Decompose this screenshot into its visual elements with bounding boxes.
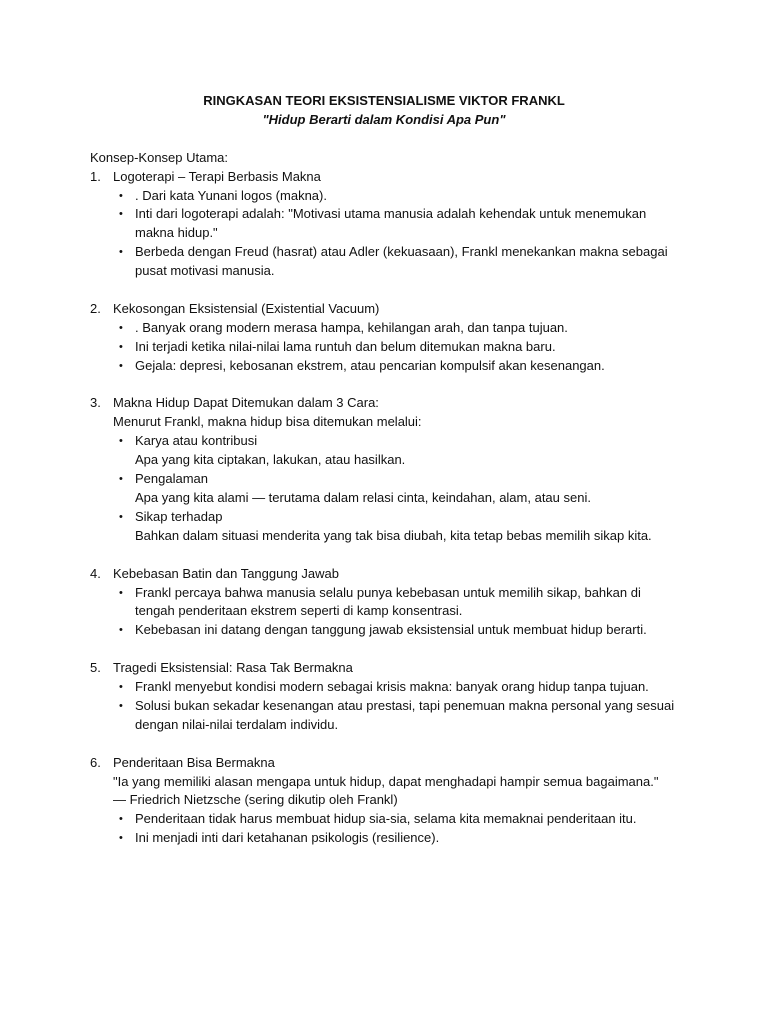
section-heading: Penderitaan Bisa Bermakna xyxy=(113,754,275,770)
bullet-line: Apa yang kita ciptakan, lakukan, atau hasilkan. xyxy=(135,452,406,468)
bullet-line: Frankl menyebut kondisi modern sebagai krisis makna: banyak orang hidup tanpa tujuan. xyxy=(135,679,649,695)
bullet-text xyxy=(135,319,678,338)
concept-section xyxy=(90,659,678,735)
bullet-item xyxy=(90,508,678,546)
bullet-icon: • xyxy=(119,510,123,523)
bullet-item xyxy=(90,432,678,470)
bullet-text xyxy=(135,338,678,357)
bullet-text xyxy=(135,697,678,735)
bullet-line: Ini terjadi ketika nilai-nilai lama runtuh dan belum ditemukan makna baru. xyxy=(135,338,556,354)
bullet-item xyxy=(90,187,678,206)
document-subtitle: "Hidup Berarti dalam Kondisi Apa Pun" xyxy=(262,111,506,127)
bullet-icon: • xyxy=(119,359,123,372)
bullet-icon: • xyxy=(119,189,123,202)
bullet-list xyxy=(90,678,678,735)
bullet-icon: • xyxy=(119,681,123,694)
bullet-text xyxy=(135,508,678,546)
bullet-text xyxy=(135,205,678,243)
bullet-line: Solusi bukan sekadar kesenangan atau prestasi, tapi penemuan makna personal yang sesuai dengan nilai-nilai terdalam individu. xyxy=(135,697,675,732)
concept-section xyxy=(90,754,678,849)
bullet-line: Inti dari logoterapi adalah: "Motivasi utama manusia adalah kehendak untuk menemukan makna hidup." xyxy=(135,206,647,241)
section-lead-group xyxy=(90,773,678,811)
section-heading-row xyxy=(90,754,678,773)
bullet-item xyxy=(90,357,678,376)
nietzsche-quote: "Ia yang memiliki alasan mengapa untuk hidup, dapat menghadapi hampir semua bagaimana." xyxy=(113,773,659,789)
section-number: 3. xyxy=(90,395,101,411)
bullet-item xyxy=(90,319,678,338)
bullet-text xyxy=(135,470,678,508)
bullet-list xyxy=(90,432,678,545)
bullet-icon: • xyxy=(119,586,123,599)
bullet-icon: • xyxy=(119,435,123,448)
bullet-icon: • xyxy=(119,832,123,845)
section-heading: Kebebasan Batin dan Tanggung Jawab xyxy=(113,565,340,581)
bullet-line: . Dari kata Yunani logos (makna). xyxy=(135,187,327,203)
intro-label: Konsep-Konsep Utama: xyxy=(90,149,229,165)
bullet-line: Pengalaman xyxy=(135,471,208,487)
bullet-line: Frankl percaya bahwa manusia selalu punya kebebasan untuk memilih sikap, bahkan di tengah penderitaan ekstrem seperti di kamp konsentrasi. xyxy=(135,584,641,619)
bullet-list xyxy=(90,584,678,641)
bullet-line: Penderitaan tidak harus membuat hidup sia-sia, selama kita memaknai penderitaan itu. xyxy=(135,811,637,827)
bullet-line: Karya atau kontribusi xyxy=(135,433,258,449)
bullet-text xyxy=(135,678,678,697)
section-heading-row xyxy=(90,659,678,678)
section-heading-row xyxy=(90,565,678,584)
section-number: 2. xyxy=(90,300,101,316)
bullet-icon: • xyxy=(119,208,123,221)
bullet-text xyxy=(135,187,678,206)
section-heading-row xyxy=(90,168,678,187)
bullet-icon: • xyxy=(119,321,123,334)
bullet-item xyxy=(90,470,678,508)
concept-section xyxy=(90,168,678,281)
bullet-list xyxy=(90,810,678,848)
concept-section xyxy=(90,565,678,641)
bullet-line: Kebebasan ini datang dengan tanggung jawab eksistensial untuk membuat hidup berarti. xyxy=(135,622,647,638)
bullet-text xyxy=(135,432,678,470)
document-title: RINGKASAN TEORI EKSISTENSIALISME VIKTOR FRANKL xyxy=(203,93,565,108)
section-heading: Logoterapi – Terapi Berbasis Makna xyxy=(113,168,321,184)
concept-section xyxy=(90,394,678,545)
bullet-text xyxy=(135,621,678,640)
bullet-text xyxy=(135,810,678,829)
bullet-item xyxy=(90,584,678,622)
bullet-text xyxy=(135,357,678,376)
concept-list xyxy=(90,168,678,849)
bullet-list xyxy=(90,319,678,376)
bullet-item xyxy=(90,621,678,640)
bullet-icon: • xyxy=(119,813,123,826)
section-number: 1. xyxy=(90,168,101,184)
quote-attribution: — Friedrich Nietzsche (sering dikutip oleh Frankl) xyxy=(113,792,398,808)
bullet-text xyxy=(135,243,678,281)
section-lead-line: Menurut Frankl, makna hidup bisa ditemukan melalui: xyxy=(113,414,422,430)
bullet-icon: • xyxy=(119,473,123,486)
bullet-icon: • xyxy=(119,624,123,637)
bullet-line: Ini menjadi inti dari ketahanan psikologis (resilience). xyxy=(135,830,440,846)
concept-section xyxy=(90,300,678,376)
bullet-item xyxy=(90,810,678,829)
bullet-line: Berbeda dengan Freud (hasrat) atau Adler (kekuasaan), Frankl menekankan makna sebagai pusat motivasi manusia. xyxy=(135,244,668,279)
section-lead-group xyxy=(90,413,678,432)
bullet-list xyxy=(90,187,678,282)
bullet-line: Apa yang kita alami — terutama dalam relasi cinta, keindahan, alam, atau seni. xyxy=(135,489,591,505)
section-heading: Makna Hidup Dapat Ditemukan dalam 3 Cara: xyxy=(113,395,379,411)
bullet-text xyxy=(135,829,678,848)
bullet-icon: • xyxy=(119,699,123,712)
section-heading-row xyxy=(90,300,678,319)
bullet-item xyxy=(90,338,678,357)
bullet-line: Gejala: depresi, kebosanan ekstrem, atau pencarian kompulsif akan kesenangan. xyxy=(135,357,605,373)
section-number: 4. xyxy=(90,565,101,581)
bullet-item xyxy=(90,829,678,848)
section-number: 5. xyxy=(90,660,101,676)
section-heading: Kekosongan Eksistensial (Existential Vacuum) xyxy=(113,300,380,316)
bullet-item xyxy=(90,205,678,243)
bullet-icon: • xyxy=(119,340,123,353)
section-heading: Tragedi Eksistensial: Rasa Tak Bermakna xyxy=(113,660,353,676)
bullet-icon: • xyxy=(119,246,123,259)
bullet-item xyxy=(90,243,678,281)
bullet-item xyxy=(90,678,678,697)
bullet-line: Bahkan dalam situasi menderita yang tak bisa diubah, kita tetap bebas memilih sikap kita. xyxy=(135,527,652,543)
bullet-text xyxy=(135,584,678,622)
section-heading-row xyxy=(90,394,678,413)
bullet-line: Sikap terhadap xyxy=(135,508,223,524)
bullet-item xyxy=(90,697,678,735)
bullet-line: . Banyak orang modern merasa hampa, kehilangan arah, dan tanpa tujuan. xyxy=(135,319,568,335)
section-number: 6. xyxy=(90,754,101,770)
